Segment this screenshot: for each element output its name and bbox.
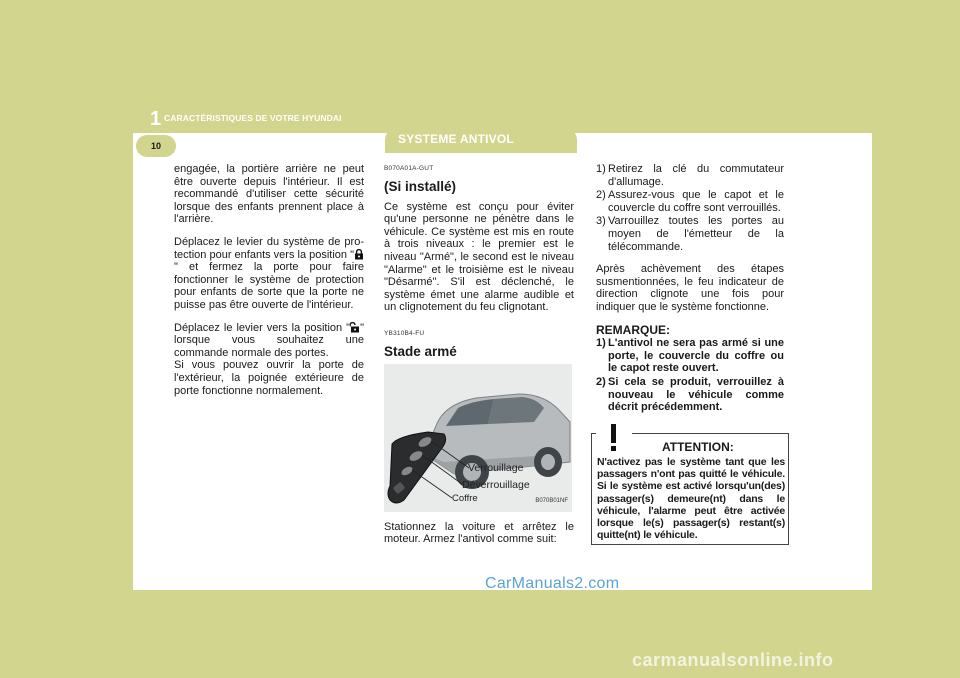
lock-icon	[354, 249, 364, 260]
list-item	[596, 215, 784, 253]
col1-p2-text-a: Déplacez le levier du système de pro-tection pour enfants vers la position "	[174, 235, 364, 261]
attention-title: ATTENTION:	[662, 440, 734, 454]
list-item	[596, 337, 784, 375]
label-trunk: Coffre	[452, 492, 478, 504]
label-lock: Verrouillage	[468, 461, 524, 474]
remark-text: L'antivol ne sera pas armé si une porte, le couvercle du coffre ou le capot reste ouvert.	[608, 337, 784, 375]
col2-paragraph-1: Ce système est conçu pour éviter qu'une personne ne pénètre dans le véhicule. Ce système est mis en route à trois niveaux : le premier est le niveau "Armé", le second est le niveau "Alarme" et le troisième est le niveau "Désarmé". S'il est déclenché, le système émet une alarme audible et un clignotement du feu clignotant.	[384, 200, 574, 314]
step-text: Assurez-vous que le capot et le couvercle du coffre sont verrouillés.	[608, 189, 784, 214]
header-band	[0, 0, 960, 133]
list-item	[596, 189, 784, 214]
warning-icon	[596, 420, 632, 454]
heading-armed-stage: Stade armé	[384, 343, 457, 359]
column-2	[384, 163, 574, 556]
section-code-2: YB310B4-FU	[384, 329, 425, 337]
figure-code: B070B01NF	[535, 497, 568, 504]
attention-box	[591, 433, 789, 545]
page-number: 10	[136, 135, 176, 157]
col1-p3-text-b: " lorsque vous souhaitez une commande normale des portes.	[174, 321, 364, 359]
chapter-number: 1	[150, 108, 162, 130]
col1-paragraph-3	[174, 322, 364, 360]
unlock-icon	[350, 322, 360, 333]
step-text: Varrouillez toutes les portes au moyen de l'émetteur de la télécommande.	[608, 215, 784, 253]
step-text: Retirez la clé du commutateur d'allumage.	[608, 163, 784, 188]
column-3	[596, 163, 784, 424]
step-number: 3)	[596, 215, 606, 228]
watermark-carmanualsonline: carmanualsonline.info	[632, 650, 834, 670]
label-unlock: Déverrouillage	[462, 478, 530, 491]
section-code-1: B070A01A-GUT	[384, 165, 434, 172]
step-number: 2)	[596, 189, 606, 202]
remark-number: 1)	[596, 337, 606, 350]
attention-body: N'activez pas le système tant que les passagers n'ont pas quitté le véhicule. Si le système est activé lorsqu'un(des) passager(s) demeure(nt) dans le véhicule, l'alarme peut être activée lorsque le(s) passager(s) restant(s) quitte(nt) le véhicule.	[597, 456, 785, 542]
col1-paragraph-1: engagée, la portière arrière ne peut être ouverte depuis l'intérieur. Il est recommandé d'utiliser cette sécurité lorsque des enfants prennent place à l'arrière.	[174, 163, 364, 226]
watermark-carmanuals2: CarManuals2.com	[485, 575, 620, 592]
section-title: SYSTEME ANTIVOL	[398, 132, 514, 146]
remark-number: 2)	[596, 375, 606, 388]
steps-list	[596, 163, 784, 253]
col1-p2-text-b: " et fermez la porte pour faire fonctionner le système de protection pour enfants de sorte que la porte ne puisse pas être ouverte de l'intérieur.	[174, 261, 364, 311]
col1-p3-text-a: Déplacez le levier vers la position "	[174, 321, 351, 334]
remark-text: Si cela se produit, verrouillez à nouveau le véhicule comme décrit précédemment.	[608, 375, 784, 414]
col1-paragraph-4: Si vous pouvez ouvrir la porte de l'extérieur, la poignée extérieure de porte fonctionne normalement.	[174, 359, 364, 397]
remark-title: REMARQUE:	[596, 322, 670, 337]
col3-paragraph-1: Après achèvement des étapes susmentionnées, le feu indicateur de direction clignote une fois pour indiquer que le système fonctionne.	[596, 263, 784, 313]
remarks-list	[596, 337, 784, 414]
list-item	[596, 376, 784, 414]
list-item	[596, 163, 784, 188]
col2-paragraph-2: Stationnez la voiture et arrêtez le moteur. Armez l'antivol comme suit:	[384, 520, 574, 546]
column-1	[174, 163, 364, 407]
col1-paragraph-2	[174, 236, 364, 312]
heading-if-installed: (Si installé)	[384, 178, 457, 194]
car-remote-figure	[384, 364, 572, 512]
step-number: 1)	[596, 163, 606, 175]
chapter-title: CARACTÉRISTIQUES DE VOTRE HYUNDAI	[164, 113, 342, 123]
